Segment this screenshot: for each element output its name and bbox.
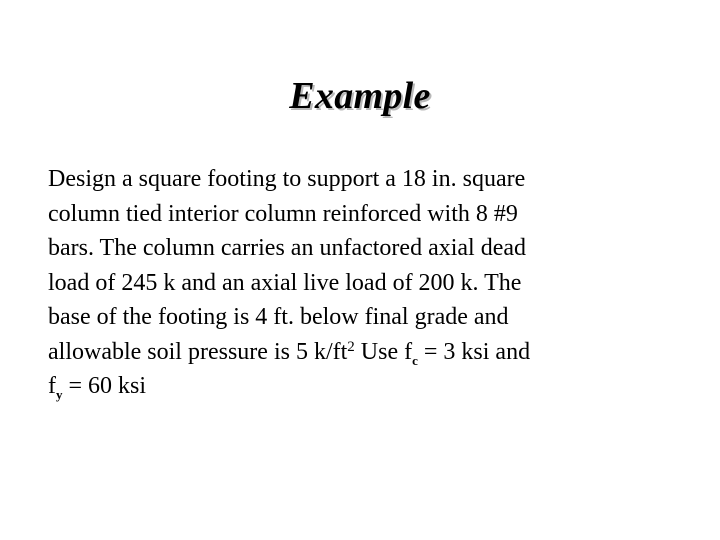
text-line-2: column tied interior column reinforced with 8 #9 (48, 200, 518, 227)
line7-pre: f (48, 373, 56, 399)
line7-post: = 60 ksi (62, 373, 147, 399)
problem-statement (48, 162, 688, 404)
text-line-5: base of the footing is 4 ft. below final grade and (48, 304, 509, 330)
text-line-6 (48, 335, 688, 370)
slide-title: Example (289, 75, 431, 117)
text-line-1: Design a square footing to support a 18 in. square (48, 166, 526, 192)
ft-squared-superscript: 2 (347, 338, 355, 355)
text-line-7 (48, 369, 688, 404)
line6-mid: Use f (354, 338, 413, 365)
text-line-3: bars. The column carries an unfactored axial dead (48, 235, 527, 261)
line6-post: = 3 ksi and (417, 338, 531, 365)
line6-pre: allowable soil pressure is 5 k/ft (48, 338, 348, 365)
fc-subscript: c (412, 352, 418, 368)
text-line-4: load of 245 k and an axial live load of 200 k. The (48, 269, 522, 296)
fy-subscript: y (56, 387, 63, 402)
